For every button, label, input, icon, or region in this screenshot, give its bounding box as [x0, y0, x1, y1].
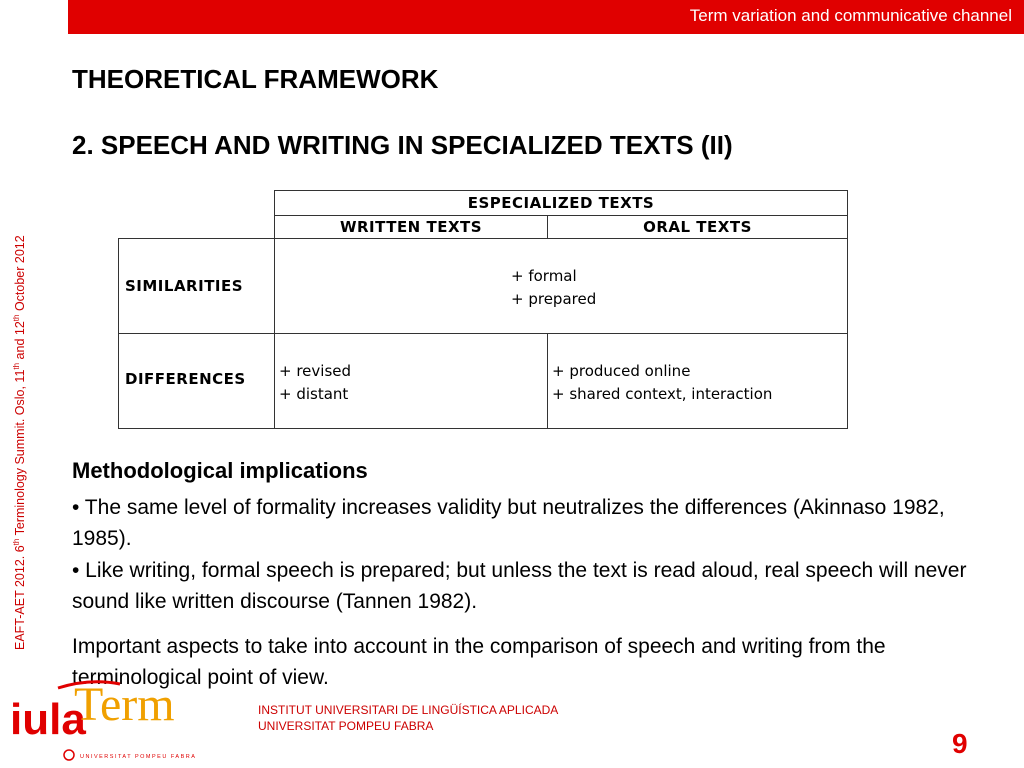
list-item: + revised [279, 362, 352, 380]
column-oral-label: ORAL TEXTS [643, 218, 752, 236]
logo-iula-text: iula [10, 695, 86, 744]
written-differences-list [279, 360, 351, 406]
row-differences-label: DIFFERENCES [125, 370, 246, 388]
page-number: 9 [952, 728, 968, 759]
oral-differences-cell [547, 333, 848, 429]
footer-institute-line2: UNIVERSITAT POMPEU FABRA [258, 719, 434, 733]
list-item: + formal [511, 267, 577, 285]
iulaterm-logo [10, 676, 222, 764]
header-bar [68, 0, 1024, 34]
table-header-label: ESPECIALIZED TEXTS [467, 194, 655, 212]
header-title: Term variation and communicative channel [689, 6, 1012, 25]
page-title: THEORETICAL FRAMEWORK [72, 64, 439, 94]
sidebar-part3: and 12 [13, 321, 28, 363]
row-similarities-label: SIMILARITIES [125, 277, 244, 295]
row-differences-cell [118, 333, 275, 429]
similarities-content-cell [274, 238, 848, 334]
sidebar-conference-note [12, 170, 32, 650]
list-item: + produced online [552, 362, 691, 380]
row-similarities-cell [118, 238, 275, 334]
methodological-title: Methodological implications [72, 458, 368, 483]
logo-caption: UNIVERSITAT POMPEU FABRA [80, 754, 197, 760]
sidebar-part4: October 2012 [13, 235, 28, 315]
logo-emblem-icon [64, 750, 74, 760]
sidebar-sup3: th [12, 314, 21, 322]
important-aspects-paragraph: Important aspects to take into account in the comparison of speech and writing from the terminological point of view. [72, 635, 886, 689]
oral-differences-list [552, 360, 772, 406]
similarities-list [511, 265, 596, 311]
logo-term-text: Term [74, 678, 175, 731]
sidebar-sup2: th [12, 362, 21, 370]
bullet-writing: • Like writing, formal speech is prepared; but unless the text is read aloud, real speech will never sound like written discourse (Tannen 1982). [72, 559, 967, 613]
table-header-cell [274, 190, 848, 216]
sidebar-part2: Terminology Summit. Oslo, 11 [13, 369, 28, 539]
column-written-cell [274, 215, 548, 239]
written-differences-cell [274, 333, 548, 429]
list-item: + shared context, interaction [552, 385, 773, 403]
list-item: + prepared [511, 290, 597, 308]
list-item: + distant [279, 385, 349, 403]
column-written-label: WRITTEN TEXTS [339, 218, 483, 236]
column-oral-cell [547, 215, 848, 239]
bullet-formality: • The same level of formality increases validity but neutralizes the differences (Akinnaso 1982, 1985). [72, 496, 945, 550]
page-subtitle: 2. SPEECH AND WRITING IN SPECIALIZED TEXTS (II) [72, 130, 733, 160]
sidebar-part1: EAFT-AET 2012. 6 [13, 545, 28, 650]
footer-institute [258, 702, 558, 734]
footer-institute-line1: INSTITUT UNIVERSITARI DE LINGÜÍSTICA APLICADA [258, 703, 559, 717]
sidebar-sup1: th [12, 538, 21, 546]
